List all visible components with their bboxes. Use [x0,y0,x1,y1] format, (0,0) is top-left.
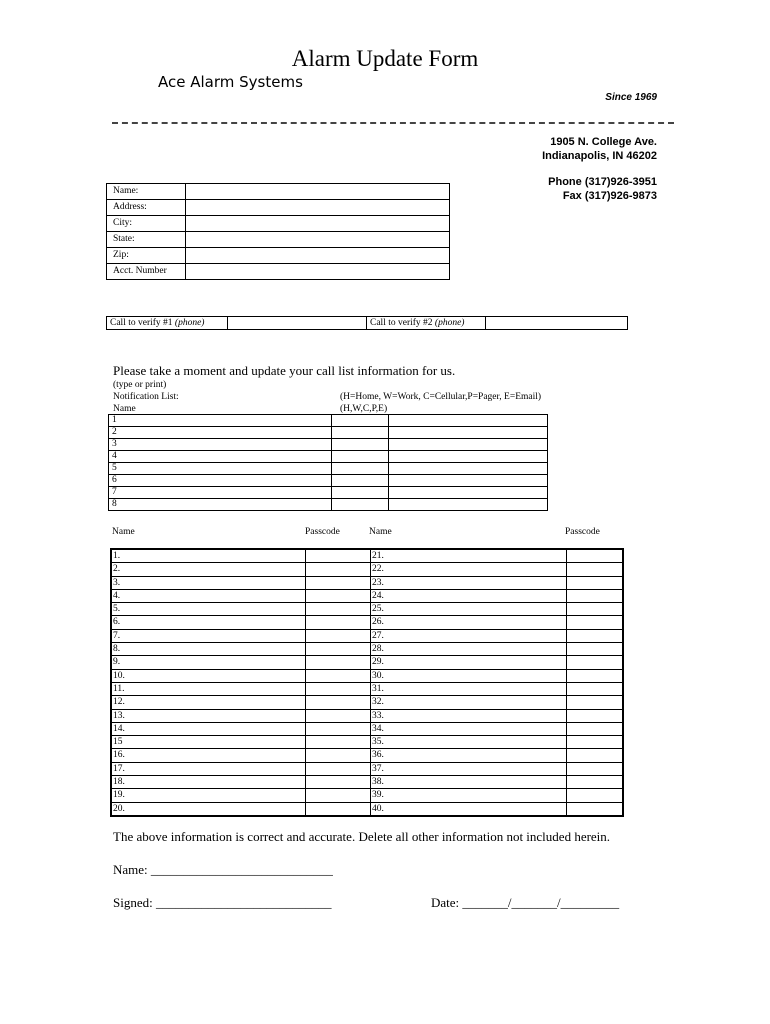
passcode-name-cell[interactable]: 16. [111,749,306,762]
passcode-value-cell[interactable] [306,603,371,616]
notification-code-cell[interactable] [332,427,389,439]
form-title: Alarm Update Form [291,46,479,71]
passcode-value-cell[interactable] [306,762,371,775]
info-row [107,200,450,216]
passcode-value-cell[interactable] [306,563,371,576]
accuracy-statement: The above information is correct and accurate. Delete all other information not included herein. [113,829,611,844]
passcode-value-cell[interactable] [567,629,624,642]
name-signature-line[interactable]: Name: ____________________________ [113,862,333,877]
passcode-name-header-left: Name [112,527,135,537]
info-row [107,264,450,280]
notification-name-cell[interactable]: 1 [109,415,332,427]
passcode-value-cell[interactable] [567,789,624,802]
passcode-row [111,802,623,816]
info-label: Address: [107,200,186,216]
notification-code-cell[interactable] [332,451,389,463]
passcode-value-cell[interactable] [567,696,624,709]
notification-row [109,499,548,511]
passcode-value-cell[interactable] [306,709,371,722]
passcode-value-cell[interactable] [306,736,371,749]
notification-name-cell[interactable]: 2 [109,427,332,439]
passcode-header-right: Passcode [565,527,600,537]
passcode-value-cell[interactable] [567,603,624,616]
passcode-name-cell[interactable]: 24. [371,589,567,602]
passcode-row [111,656,623,669]
passcode-value-cell[interactable] [567,576,624,589]
passcode-value-cell[interactable] [567,616,624,629]
passcode-name-cell[interactable]: 13. [111,709,306,722]
passcode-name-cell[interactable]: 26. [371,616,567,629]
company-name: Ace Alarm Systems [158,73,303,91]
passcode-name-cell[interactable]: 21. [371,549,567,563]
passcode-value-cell[interactable] [567,563,624,576]
phone-number: Phone (317)926-3951 [548,176,657,188]
passcode-name-header-right: Name [369,527,392,537]
passcode-name-cell[interactable]: 30. [371,669,567,682]
notification-contact-cell[interactable] [389,439,548,451]
passcode-row [111,722,623,735]
verify-2-field[interactable] [486,317,628,330]
passcode-name-cell[interactable]: 22. [371,563,567,576]
passcode-name-cell[interactable]: 32. [371,696,567,709]
notification-code-cell[interactable] [332,463,389,475]
notification-row [109,451,548,463]
passcode-value-cell[interactable] [567,722,624,735]
passcode-value-cell[interactable] [306,643,371,656]
passcode-value-cell[interactable] [306,776,371,789]
passcode-name-cell[interactable]: 8. [111,643,306,656]
passcode-value-cell[interactable] [567,709,624,722]
passcode-name-cell[interactable]: 28. [371,643,567,656]
passcode-value-cell[interactable] [567,762,624,775]
notification-name-cell[interactable]: 4 [109,451,332,463]
passcode-name-cell[interactable]: 4. [111,589,306,602]
date-line[interactable]: Date: _______/_______/_________ [431,895,620,910]
info-row [107,248,450,264]
passcode-row [111,669,623,682]
passcode-name-cell[interactable]: 31. [371,682,567,695]
passcode-value-cell[interactable] [306,629,371,642]
passcode-row [111,576,623,589]
info-field[interactable] [186,264,450,280]
info-label: City: [107,216,186,232]
passcode-name-cell[interactable]: 6. [111,616,306,629]
passcode-row [111,603,623,616]
notification-name-cell[interactable]: 3 [109,439,332,451]
passcode-value-cell[interactable] [567,749,624,762]
passcode-value-cell[interactable] [567,643,624,656]
passcode-value-cell[interactable] [306,656,371,669]
info-field[interactable] [186,232,450,248]
passcode-value-cell[interactable] [567,549,624,563]
passcode-name-cell[interactable]: 1. [111,549,306,563]
notification-name-header: Name [113,404,136,414]
notification-contact-cell[interactable] [389,451,548,463]
notification-row [109,427,548,439]
passcode-value-cell[interactable] [567,669,624,682]
passcode-name-cell[interactable]: 17. [111,762,306,775]
passcode-value-cell[interactable] [306,549,371,563]
verify-1-label: Call to verify #1 (phone) [107,317,228,330]
since-text: Since 1969 [605,92,657,103]
passcode-value-cell[interactable] [306,589,371,602]
passcode-name-cell[interactable]: 19. [111,789,306,802]
passcode-name-cell[interactable]: 34. [371,722,567,735]
notification-code-cell[interactable] [332,415,389,427]
passcode-name-cell[interactable]: 27. [371,629,567,642]
passcode-header-left: Passcode [305,527,340,537]
info-row [107,216,450,232]
passcode-value-cell[interactable] [306,749,371,762]
passcode-name-cell[interactable]: 14. [111,722,306,735]
notification-name-cell[interactable]: 8 [109,499,332,511]
passcode-value-cell[interactable] [306,789,371,802]
notification-contact-cell[interactable] [389,499,548,511]
passcode-value-cell[interactable] [306,669,371,682]
dashed-divider [112,122,674,124]
notification-name-cell[interactable]: 7 [109,487,332,499]
passcode-name-cell[interactable]: 10. [111,669,306,682]
notification-code-cell[interactable] [332,439,389,451]
address-line-2: Indianapolis, IN 46202 [542,150,657,162]
notification-row [109,415,548,427]
passcode-name-cell[interactable]: 40. [371,802,567,816]
passcode-row [111,629,623,642]
passcode-value-cell[interactable] [306,682,371,695]
passcode-name-cell[interactable]: 36. [371,749,567,762]
info-row [107,184,450,200]
passcode-name-cell[interactable]: 9. [111,656,306,669]
passcode-row [111,643,623,656]
passcode-row [111,749,623,762]
fax-number: Fax (317)926-9873 [562,190,657,202]
passcode-value-cell[interactable] [567,776,624,789]
passcode-name-cell[interactable]: 33. [371,709,567,722]
notification-row [109,463,548,475]
passcode-value-cell[interactable] [306,616,371,629]
notification-contact-cell[interactable] [389,427,548,439]
customer-info-table [106,183,450,280]
passcode-name-cell[interactable]: 20. [111,802,306,816]
passcode-name-cell[interactable]: 5. [111,603,306,616]
notification-row [109,475,548,487]
info-field[interactable] [186,216,450,232]
info-field[interactable] [186,248,450,264]
passcode-value-cell[interactable] [306,802,371,816]
passcode-value-cell[interactable] [567,736,624,749]
passcode-row [111,563,623,576]
verify-call-table [106,316,628,330]
passcode-name-cell[interactable]: 3. [111,576,306,589]
passcode-row [111,736,623,749]
passcode-name-cell[interactable]: 2. [111,563,306,576]
notification-contact-cell[interactable] [389,415,548,427]
info-label: State: [107,232,186,248]
passcode-name-cell[interactable]: 7. [111,629,306,642]
info-label: Zip: [107,248,186,264]
passcode-name-cell[interactable]: 35. [371,736,567,749]
notification-row [109,487,548,499]
notification-heading: Please take a moment and update your call list information for us. [113,363,456,378]
notification-contact-cell[interactable] [389,487,548,499]
info-field[interactable] [186,184,450,200]
passcode-name-cell[interactable]: 18. [111,776,306,789]
passcode-value-cell[interactable] [567,656,624,669]
signed-signature-line[interactable]: Signed: ___________________________ [113,895,332,910]
notification-contact-cell[interactable] [389,463,548,475]
passcode-name-cell[interactable]: 38. [371,776,567,789]
contact-code-legend: (H=Home, W=Work, C=Cellular,P=Pager, E=Email) [340,392,542,402]
info-field[interactable] [186,200,450,216]
passcode-value-cell[interactable] [306,576,371,589]
verify-2-label: Call to verify #2 (phone) [367,317,486,330]
passcode-row [111,549,623,563]
notification-row [109,439,548,451]
notification-list-label: Notification List: [113,392,179,402]
notification-code-cell[interactable] [332,487,389,499]
passcode-row [111,616,623,629]
passcode-value-cell[interactable] [306,696,371,709]
passcode-row [111,789,623,802]
notification-name-cell[interactable]: 6 [109,475,332,487]
passcode-value-cell[interactable] [306,722,371,735]
passcode-row [111,709,623,722]
notification-code-cell[interactable] [332,499,389,511]
passcode-row [111,776,623,789]
info-label: Name: [107,184,186,200]
notification-list-table [108,414,548,511]
type-or-print-note: (type or print) [113,380,167,390]
info-label: Acct. Number [107,264,186,280]
passcode-row [111,762,623,775]
passcode-row [111,682,623,695]
notification-code-cell[interactable] [332,475,389,487]
passcode-name-cell[interactable]: 11. [111,682,306,695]
passcode-value-cell[interactable] [567,589,624,602]
passcode-name-cell[interactable]: 15 [111,736,306,749]
notification-code-header: (H,W,C,P,E) [340,404,388,414]
passcode-row [111,589,623,602]
passcode-row [111,696,623,709]
passcode-name-cell[interactable]: 39. [371,789,567,802]
notification-contact-cell[interactable] [389,475,548,487]
passcode-name-cell[interactable]: 23. [371,576,567,589]
info-row [107,232,450,248]
verify-1-field[interactable] [228,317,367,330]
passcode-name-cell[interactable]: 12. [111,696,306,709]
passcode-name-cell[interactable]: 29. [371,656,567,669]
address-line-1: 1905 N. College Ave. [550,136,657,148]
passcode-name-cell[interactable]: 37. [371,762,567,775]
passcode-name-cell[interactable]: 25. [371,603,567,616]
notification-name-cell[interactable]: 5 [109,463,332,475]
passcode-value-cell[interactable] [567,682,624,695]
passcode-table [110,548,624,817]
passcode-value-cell[interactable] [567,802,624,816]
